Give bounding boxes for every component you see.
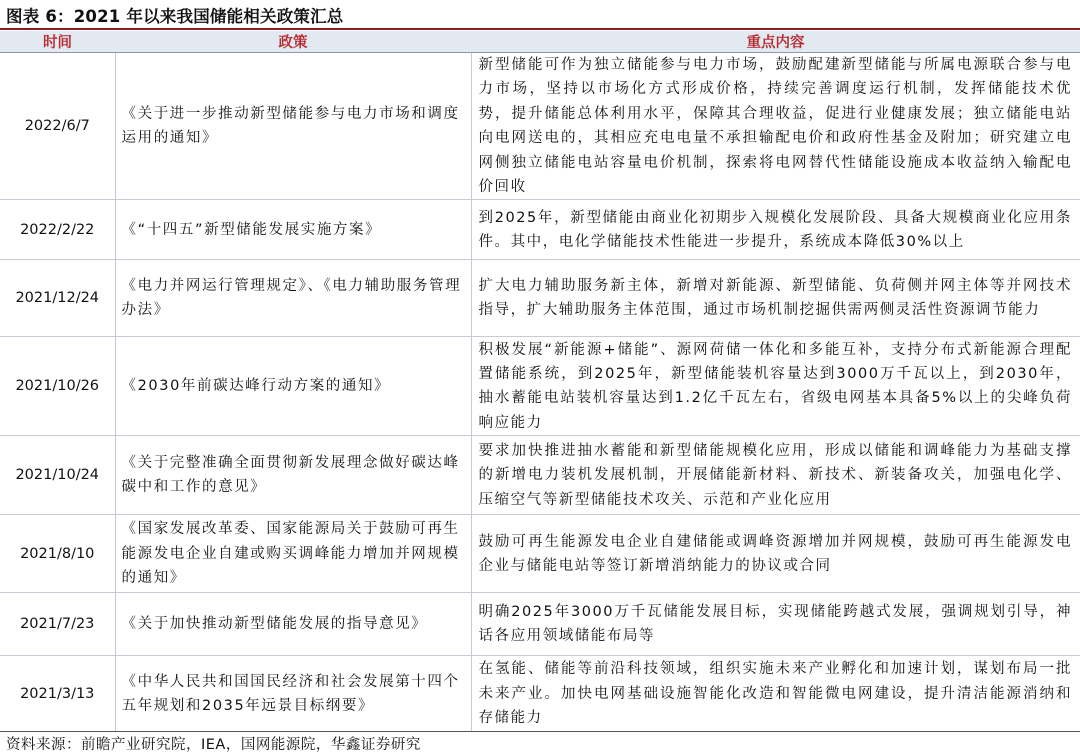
row-date: 2021/7/23 (0, 593, 115, 656)
row-policy: 《关于进一步推动新型储能参与电力市场和调度运用的通知》 (115, 53, 471, 200)
header-policy: 政策 (115, 31, 471, 53)
table-row (0, 436, 1080, 515)
row-policy: 《“十四五”新型储能发展实施方案》 (115, 200, 471, 260)
figure-title: 图表 6：2021 年以来我国储能相关政策汇总 (6, 7, 344, 26)
title-divider (0, 28, 1080, 30)
header-content: 重点内容 (471, 31, 1080, 53)
row-date: 2022/6/7 (0, 53, 115, 200)
row-content: 鼓励可再生能源发电企业自建储能或调峰资源增加并网规模，鼓励可再生能源发电企业与储能电站等签订新增消纳能力的协议或合同 (471, 515, 1080, 593)
row-policy: 《中华人民共和国国民经济和社会发展第十四个五年规划和2035年远景目标纲要》 (115, 656, 471, 732)
row-content: 积极发展“新能源+储能”、源网荷储一体化和多能互补，支持分布式新能源合理配置储能系统，到2025年，新型储能装机容量达到3000万千瓦以上，到2030年，抽水蓄能电站装机容量达到1.2亿千瓦左右，省级电网基本具备5%以上的尖峰负荷响应能力 (471, 337, 1080, 436)
table-row (0, 200, 1080, 260)
row-date: 2021/10/26 (0, 337, 115, 436)
row-policy: 《关于完整准确全面贯彻新发展理念做好碳达峰碳中和工作的意见》 (115, 436, 471, 515)
header-date: 时间 (0, 31, 115, 53)
table-header-row (0, 31, 1080, 53)
source-note: 资料来源：前瞻产业研究院，IEA，国网能源院，华鑫证券研究 (6, 737, 421, 753)
row-policy: 《关于加快推动新型储能发展的指导意见》 (115, 593, 471, 656)
row-policy: 《电力并网运行管理规定》、《电力辅助服务管理办法》 (115, 260, 471, 337)
row-content: 要求加快推进抽水蓄能和新型储能规模化应用，形成以储能和调峰能力为基础支撑的新增电力装机发展机制，开展储能新材料、新技术、新装备攻关，加强电化学、压缩空气等新型储能技术攻关、示范和产业化应用 (471, 436, 1080, 515)
row-date: 2021/10/24 (0, 436, 115, 515)
row-date: 2021/12/24 (0, 260, 115, 337)
row-content: 新型储能可作为独立储能参与电力市场，鼓励配建新型储能与所属电源联合参与电力市场，坚持以市场化方式形成价格，持续完善调度运行机制，发挥储能技术优势，提升储能总体利用水平，保障其合理收益，促进行业健康发展；独立储能电站向电网送电的，其相应充电电量不承担输配电价和政府性基金及附加；研究建立电网侧独立储能电站容量电价机制，探索将电网替代性储能设施成本收益纳入输配电价回收 (471, 53, 1080, 200)
table-row (0, 593, 1080, 656)
footer-divider (0, 731, 1080, 732)
table-row (0, 515, 1080, 593)
row-content: 明确2025年3000万千瓦储能发展目标，实现储能跨越式发展，强调规划引导，神话各应用领域储能布局等 (471, 593, 1080, 656)
row-content: 到2025年，新型储能由商业化初期步入规模化发展阶段、具备大规模商业化应用条件。其中，电化学储能技术性能进一步提升，系统成本降低30%以上 (471, 200, 1080, 260)
row-content: 在氢能、储能等前沿科技领域，组织实施未来产业孵化和加速计划，谋划布局一批未来产业。加快电网基础设施智能化改造和智能微电网建设，提升清洁能源消纳和存储能力 (471, 656, 1080, 732)
table-row (0, 656, 1080, 732)
row-policy: 《2030年前碳达峰行动方案的通知》 (115, 337, 471, 436)
policy-table (0, 31, 1080, 732)
row-content: 扩大电力辅助服务新主体，新增对新能源、新型储能、负荷侧并网主体等并网技术指导，扩大辅助服务主体范围，通过市场机制挖掘供需两侧灵活性资源调节能力 (471, 260, 1080, 337)
row-policy: 《国家发展改革委、国家能源局关于鼓励可再生能源发电企业自建或购买调峰能力增加并网规模的通知》 (115, 515, 471, 593)
row-date: 2021/8/10 (0, 515, 115, 593)
row-date: 2021/3/13 (0, 656, 115, 732)
row-date: 2022/2/22 (0, 200, 115, 260)
table-row (0, 260, 1080, 337)
table-row (0, 53, 1080, 200)
table-row (0, 337, 1080, 436)
